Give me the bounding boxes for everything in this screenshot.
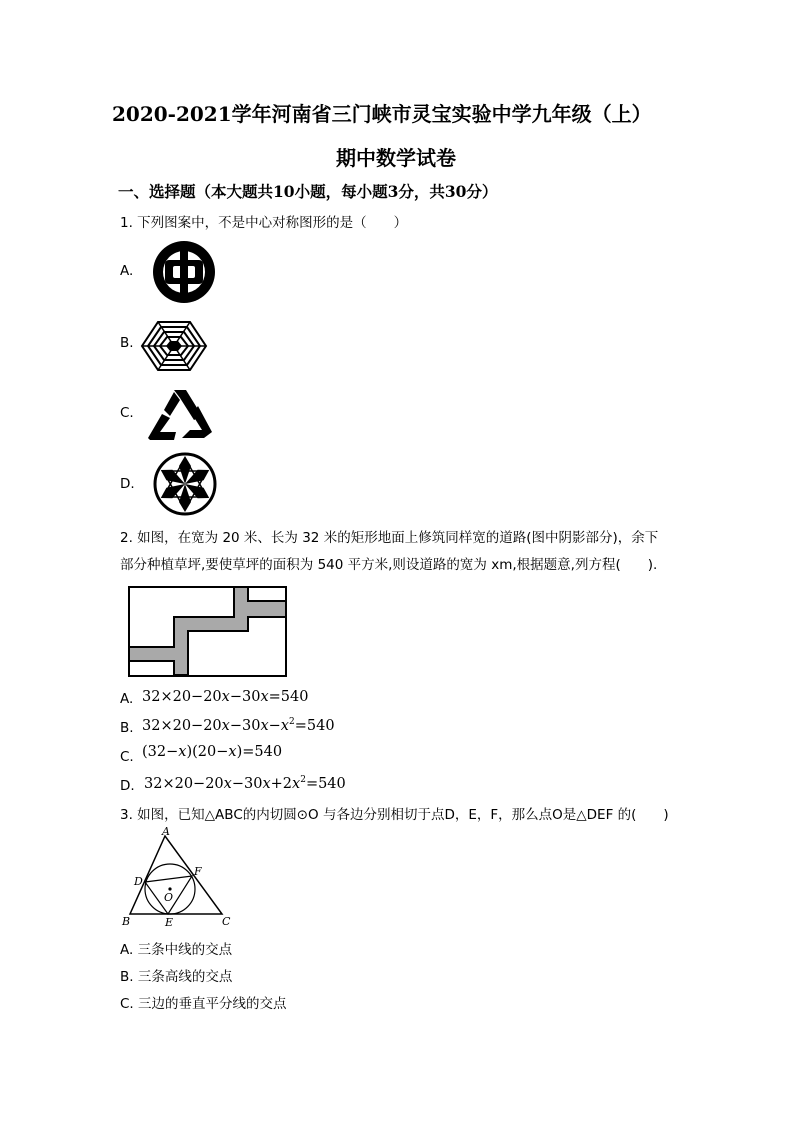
q2-option-a-label: A.	[120, 691, 134, 707]
recycle-triangle-icon	[146, 388, 212, 442]
q3-option-c: C. 三边的垂直平分线的交点	[120, 996, 287, 1012]
section-heading: 一、选择题（本大题共10小题，每小题3分，共30分）	[118, 182, 498, 201]
page-title: 2020-2021学年河南省三门峡市灵宝实验中学九年级（上）	[112, 102, 652, 126]
center-label-o: O	[164, 891, 174, 904]
vertex-label-b: B	[122, 915, 131, 928]
q2-option-b-equation: $32\times 20-20x-30x-x^2=540$	[142, 717, 335, 734]
q2-option-c-label: C.	[120, 749, 134, 765]
question-3-stem: 3. 如图，已知△ABC的内切圆⊙O 与各边分别相切于点D，E，F，那么点O是△DEF 的( )	[120, 807, 669, 823]
spiderweb-hexagon-icon	[140, 320, 208, 372]
point-label-f: F	[194, 865, 202, 878]
q2-option-d-equation: $32\times 20-20x-30x+2x^2=540$	[144, 775, 346, 792]
q3-option-b: B. 三条高线的交点	[120, 969, 233, 985]
bank-of-china-logo-icon	[148, 240, 220, 304]
q2-option-b-label: B.	[120, 720, 134, 736]
question-2-stem-line2: 部分种植草坪,要使草坪的面积为 540 平方米,则设道路的宽为 xm,根据题意,列方程( ).	[120, 557, 658, 573]
q2-option-c-equation: (32−x)(20−x)=540	[142, 744, 283, 760]
q2-option-d-label: D.	[120, 778, 135, 794]
q1-option-a-label: A.	[120, 263, 134, 279]
incircle-triangle-figure	[120, 825, 240, 932]
q1-option-b-label: B.	[120, 335, 134, 351]
vertex-label-c: C	[222, 915, 231, 928]
point-label-e: E	[165, 916, 174, 929]
q1-option-d-label: D.	[120, 476, 135, 492]
road-rectangle-figure	[128, 586, 288, 678]
question-2-stem-line1: 2. 如图，在宽为 20 米、长为 32 米的矩形地面上修筑同样宽的道路(图中阴影部分)，余下	[120, 530, 659, 546]
q2-option-a-equation: 32×20−20x−30x=540	[142, 689, 309, 705]
question-1-stem: 1. 下列图案中，不是中心对称图形的是（ ）	[120, 215, 408, 231]
q3-option-a: A. 三条中线的交点	[120, 942, 233, 958]
q1-option-c-label: C.	[120, 405, 134, 421]
point-label-d: D	[134, 875, 143, 888]
six-petal-star-circle-icon	[143, 452, 227, 516]
page-subtitle: 期中数学试卷	[336, 146, 456, 170]
vertex-label-a: A	[162, 825, 170, 838]
